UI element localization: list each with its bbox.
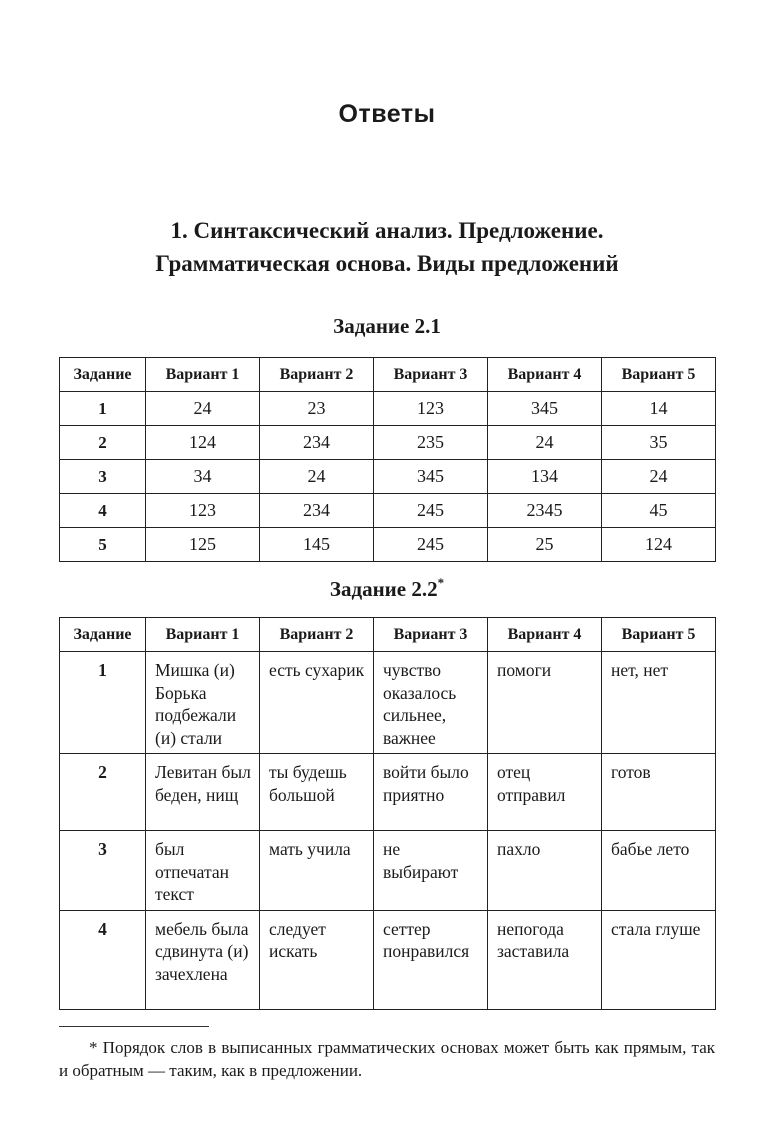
table-cell: 134 — [488, 460, 602, 494]
table-cell: 125 — [146, 528, 260, 562]
task-2-2-title — [0, 575, 774, 602]
table-cell: 245 — [374, 494, 488, 528]
table-cell: 45 — [602, 494, 716, 528]
column-header: Вариант 1 — [146, 618, 260, 652]
table-cell: 24 — [260, 460, 374, 494]
table-cell: 14 — [602, 392, 716, 426]
table-cell: 25 — [488, 528, 602, 562]
table-cell: был отпечатан текст — [146, 831, 260, 911]
column-header: Вариант 4 — [488, 618, 602, 652]
table-cell: 234 — [260, 494, 374, 528]
table-cell: 123 — [146, 494, 260, 528]
table-cell: ты будешь большой — [260, 754, 374, 831]
section-heading — [0, 214, 774, 280]
column-header: Вариант 4 — [488, 358, 602, 392]
table-cell: 234 — [260, 426, 374, 460]
task-number-cell: 5 — [60, 528, 146, 562]
column-header: Вариант 3 — [374, 358, 488, 392]
column-header: Задание — [60, 358, 146, 392]
table-cell: чувство оказалось сильнее, важнее — [374, 652, 488, 754]
table-cell: сеттер понравился — [374, 910, 488, 1009]
table-cell: 24 — [146, 392, 260, 426]
task-number-cell: 2 — [60, 426, 146, 460]
task-number-cell: 4 — [60, 910, 146, 1009]
table-cell: 34 — [146, 460, 260, 494]
page-title: Ответы — [338, 100, 436, 128]
table-cell: 245 — [374, 528, 488, 562]
table-cell: 35 — [602, 426, 716, 460]
table-cell: мать учила — [260, 831, 374, 911]
task-2-1-title: Задание 2.1 — [333, 314, 441, 338]
table-row — [60, 460, 716, 494]
task-2-2-title-text: Задание 2.2 — [329, 577, 438, 601]
table-cell: 24 — [488, 426, 602, 460]
table-cell: 345 — [488, 392, 602, 426]
table-cell: не выбирают — [374, 831, 488, 911]
table-cell: нет, нет — [602, 652, 716, 754]
table-cell: есть сухарик — [260, 652, 374, 754]
table-row — [60, 494, 716, 528]
table-cell: отец отправил — [488, 754, 602, 831]
table-cell: стала глуше — [602, 910, 716, 1009]
table-cell: Левитан был беден, нищ — [146, 754, 260, 831]
footnote-divider — [59, 1026, 209, 1027]
table-cell: 24 — [602, 460, 716, 494]
table-cell: войти было приятно — [374, 754, 488, 831]
answers-table-2-2 — [59, 617, 716, 1010]
table-row — [60, 528, 716, 562]
answers-table-2-1 — [59, 357, 716, 562]
table-cell: 124 — [146, 426, 260, 460]
table-cell: 235 — [374, 426, 488, 460]
table-row — [60, 426, 716, 460]
column-header: Вариант 5 — [602, 618, 716, 652]
column-header: Вариант 3 — [374, 618, 488, 652]
table-cell: следует искать — [260, 910, 374, 1009]
table-cell: 145 — [260, 528, 374, 562]
task-number-cell: 2 — [60, 754, 146, 831]
table-cell: бабье лето — [602, 831, 716, 911]
table-cell: помоги — [488, 652, 602, 754]
task-number-cell: 4 — [60, 494, 146, 528]
table-row — [60, 831, 716, 911]
task-number-cell: 3 — [60, 460, 146, 494]
table-cell: 2345 — [488, 494, 602, 528]
column-header: Задание — [60, 618, 146, 652]
task-number-cell: 3 — [60, 831, 146, 911]
table-row — [60, 754, 716, 831]
table-cell: Мишка (и) Борька подбежали (и) стали — [146, 652, 260, 754]
table-row — [60, 910, 716, 1009]
footnote-marker: * — [437, 575, 445, 590]
table-cell: пахло — [488, 831, 602, 911]
table-cell: непогода заставила — [488, 910, 602, 1009]
table-header-row — [60, 618, 716, 652]
table-header-row — [60, 358, 716, 392]
column-header: Вариант 2 — [260, 358, 374, 392]
table-row — [60, 392, 716, 426]
column-header: Вариант 1 — [146, 358, 260, 392]
table-cell: 123 — [374, 392, 488, 426]
table-cell: 124 — [602, 528, 716, 562]
column-header: Вариант 5 — [602, 358, 716, 392]
column-header: Вариант 2 — [260, 618, 374, 652]
task-number-cell: 1 — [60, 392, 146, 426]
task-number-cell: 1 — [60, 652, 146, 754]
table-cell: готов — [602, 754, 716, 831]
section-heading-line-2: Грамматическая основа. Виды предложений — [155, 251, 619, 276]
footnote: * Порядок слов в выписанных грамматических основах может быть как прямым, так и обратным — таким, как в предложении. — [59, 1038, 715, 1080]
table-cell: 23 — [260, 392, 374, 426]
table-row — [60, 652, 716, 754]
section-heading-line-1: 1. Синтаксический анализ. Предложение. — [170, 218, 604, 243]
table-cell: 345 — [374, 460, 488, 494]
table-cell: мебель была сдвинута (и) зачехлена — [146, 910, 260, 1009]
